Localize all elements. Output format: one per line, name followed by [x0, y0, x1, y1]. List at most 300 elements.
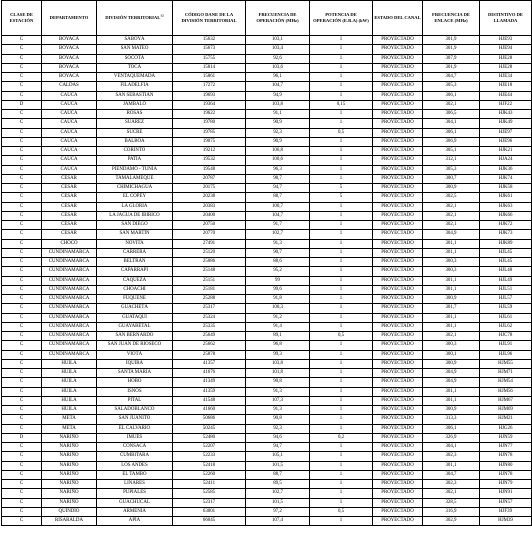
col-division-cell: SABOYÁ — [97, 36, 173, 45]
col-codigo-dane-cell: 41660 — [173, 406, 246, 415]
col-codigo-dane-cell: 25148 — [173, 267, 246, 276]
col-frecuencia-enlace-cell: 307,9 — [423, 54, 480, 63]
col-potencia-cell: 1 — [310, 239, 373, 248]
table-row — [2, 461, 532, 470]
col-potencia-cell: 1 — [310, 165, 373, 174]
col-division-cell: EL COPEY — [97, 193, 173, 202]
col-frecuencia-enlace-cell: 301,9 — [423, 45, 480, 54]
col-frecuencia-operacion-cell: 90,9 — [246, 119, 310, 128]
col-estado-cell: PROYECTADO — [373, 230, 423, 239]
col-codigo-dane-cell: 20770 — [173, 230, 246, 239]
col-frecuencia-operacion-cell: 91,3 — [246, 387, 310, 396]
col-distintivo-cell: HJN78 — [480, 470, 532, 479]
col-potencia-cell: 1 — [310, 285, 373, 294]
col-distintivo-cell: HJM56 — [480, 387, 532, 396]
col-codigo-dane-cell: 20787 — [173, 174, 246, 183]
col-distintivo-cell: HJK61 — [480, 193, 532, 202]
table-row — [2, 433, 532, 442]
col-frecuencia-enlace-cell: 304,9 — [423, 378, 480, 387]
col-codigo-dane-cell: 20400 — [173, 211, 246, 220]
col-departamento-cell: HUILA — [42, 378, 97, 387]
col-potencia-cell: 1 — [310, 341, 373, 350]
col-clase-cell: C — [2, 480, 42, 489]
table-row — [2, 517, 532, 526]
table-row — [2, 54, 532, 63]
col-division-header — [97, 1, 173, 36]
col-codigo-dane-cell: 63001 — [173, 507, 246, 516]
col-potencia-cell: 1 — [310, 63, 373, 72]
col-clase-cell: C — [2, 211, 42, 220]
col-distintivo-cell: HJN77 — [480, 443, 532, 452]
col-clase-cell: D — [2, 433, 42, 442]
col-clase-cell: C — [2, 313, 42, 322]
col-division-cell: PUPIALES — [97, 489, 173, 498]
col-frecuencia-operacion-cell: 96,8 — [246, 341, 310, 350]
col-clase-cell: C — [2, 267, 42, 276]
col-frecuencia-operacion-cell: 100,3 — [246, 304, 310, 313]
col-frecuencia-enlace-cell: 301,1 — [423, 461, 480, 470]
col-distintivo-cell: HJK21 — [480, 147, 532, 156]
table-row — [2, 45, 532, 54]
col-frecuencia-operacion-cell: 94,7 — [246, 184, 310, 193]
col-division-cell: PATÍA — [97, 156, 173, 165]
col-division-cell: SAN JUANITO — [97, 415, 173, 424]
col-departamento-cell: BOYACÁ — [42, 73, 97, 82]
col-departamento-cell: CUNDINAMARCA — [42, 322, 97, 331]
col-division-cell: ARMENIA — [97, 507, 173, 516]
header-label: DEPARTAMENTO — [49, 15, 89, 21]
col-frecuencia-enlace-cell: 300,9 — [423, 184, 480, 193]
col-codigo-dane-cell: 15861 — [173, 73, 246, 82]
table-row — [2, 147, 532, 156]
col-distintivo-cell: HJN80 — [480, 461, 532, 470]
col-potencia-cell: 1 — [310, 480, 373, 489]
col-frecuencia-operacion-cell: 91,3 — [246, 406, 310, 415]
col-estado-cell: PROYECTADO — [373, 341, 423, 350]
col-estado-cell: PROYECTADO — [373, 63, 423, 72]
col-distintivo-cell: HJK89 — [480, 239, 532, 248]
col-potencia-cell: 1 — [310, 147, 373, 156]
col-departamento-cell: META — [42, 415, 97, 424]
table-row — [2, 36, 532, 45]
col-division-cell: GUATAQUÍ — [97, 313, 173, 322]
col-frecuencia-enlace-cell: 302,5 — [423, 193, 480, 202]
table-row — [2, 137, 532, 146]
col-clase-cell: C — [2, 248, 42, 257]
col-frecuencia-enlace-cell: 302,1 — [423, 221, 480, 230]
col-division-cell: CÁQUEZA — [97, 276, 173, 285]
col-departamento-cell: CESAR — [42, 184, 97, 193]
col-departamento-cell: CAUCA — [42, 165, 97, 174]
col-division-cell: APÍA — [97, 517, 173, 526]
col-frecuencia-operacion-cell: 89,5 — [246, 480, 310, 489]
col-clase-cell: C — [2, 202, 42, 211]
col-distintivo-cell: HJL96 — [480, 350, 532, 359]
col-potencia-cell: 0,2 — [310, 433, 373, 442]
col-distintivo-cell: HJK73 — [480, 230, 532, 239]
table-row — [2, 470, 532, 479]
col-estado-cell: PROYECTADO — [373, 396, 423, 405]
col-frecuencia-enlace-cell: 301,1 — [423, 322, 480, 331]
col-distintivo-cell: HJL59 — [480, 304, 532, 313]
col-estado-cell: PROYECTADO — [373, 221, 423, 230]
col-frecuencia-operacion-cell: 91,4 — [246, 322, 310, 331]
table-row — [2, 211, 532, 220]
col-distintivo-cell: HJN91 — [480, 489, 532, 498]
col-clase-cell: C — [2, 63, 42, 72]
col-codigo-dane-cell: 41548 — [173, 396, 246, 405]
table-row — [2, 119, 532, 128]
col-potencia-cell: 0,5 — [310, 507, 373, 516]
col-frecuencia-enlace-cell: 301,1 — [423, 248, 480, 257]
col-estado-cell: PROYECTADO — [373, 267, 423, 276]
col-distintivo-cell: HJK74 — [480, 174, 532, 183]
col-estado-cell: PROYECTADO — [373, 406, 423, 415]
col-clase-cell: C — [2, 110, 42, 119]
col-frecuencia-operacion-cell: 101,5 — [246, 461, 310, 470]
col-division-cell: SAN JUAN DE RIOSECO — [97, 341, 173, 350]
col-codigo-dane-cell: 19532 — [173, 156, 246, 165]
col-frecuencia-enlace-cell: 302,1 — [423, 202, 480, 211]
col-division-cell: SUCRE — [97, 128, 173, 137]
col-departamento-cell: CESAR — [42, 211, 97, 220]
col-estado-cell: PROYECTADO — [373, 443, 423, 452]
col-division-cell: CAPARRAPÍ — [97, 267, 173, 276]
table-row — [2, 91, 532, 100]
col-departamento-cell: CESAR — [42, 221, 97, 230]
col-codigo-dane-cell: 25181 — [173, 285, 246, 294]
col-departamento-cell: CUNDINAMARCA — [42, 258, 97, 267]
col-estado-cell: PROYECTADO — [373, 461, 423, 470]
col-departamento-cell: CAUCA — [42, 100, 97, 109]
col-clase-cell: C — [2, 452, 42, 461]
col-distintivo-cell: HJE97 — [480, 128, 532, 137]
col-departamento-cell: CAUCA — [42, 119, 97, 128]
col-estado-cell: PROYECTADO — [373, 45, 423, 54]
col-departamento-cell: CUNDINAMARCA — [42, 248, 97, 257]
table-row — [2, 258, 532, 267]
table-row — [2, 452, 532, 461]
col-distintivo-cell: HJE94 — [480, 45, 532, 54]
col-frecuencia-enlace-cell: 305,3 — [423, 165, 480, 174]
col-frecuencia-enlace-cell: 301,7 — [423, 304, 480, 313]
col-estado-cell: PROYECTADO — [373, 480, 423, 489]
col-estado-cell: PROYECTADO — [373, 91, 423, 100]
col-departamento-cell: NARIÑO — [42, 470, 97, 479]
col-distintivo-cell: HJL91 — [480, 341, 532, 350]
col-division-cell: CUMBITARA — [97, 452, 173, 461]
col-estado-cell: PROYECTADO — [373, 369, 423, 378]
col-potencia-cell: 1 — [310, 461, 373, 470]
col-codigo-dane-header — [173, 1, 246, 36]
col-departamento-cell: CUNDINAMARCA — [42, 267, 97, 276]
col-potencia-cell: 1 — [310, 73, 373, 82]
col-clase-cell: C — [2, 91, 42, 100]
col-division-cell: HOBO — [97, 378, 173, 387]
col-distintivo-cell: HJM54 — [480, 378, 532, 387]
table-row — [2, 248, 532, 257]
col-codigo-dane-cell: 41359 — [173, 387, 246, 396]
col-frecuencia-enlace-cell: 302,1 — [423, 332, 480, 341]
col-frecuencia-enlace-cell: 304,7 — [423, 73, 480, 82]
col-estado-cell: PROYECTADO — [373, 119, 423, 128]
col-frecuencia-operacion-cell: 96,3 — [246, 165, 310, 174]
col-codigo-dane-cell: 25649 — [173, 332, 246, 341]
col-distintivo-cell: HJE28 — [480, 54, 532, 63]
col-codigo-dane-cell: 15814 — [173, 63, 246, 72]
col-estado-cell: PROYECTADO — [373, 202, 423, 211]
table-row — [2, 82, 532, 91]
col-clase-cell: C — [2, 461, 42, 470]
col-frecuencia-operacion-cell: 91,8 — [246, 295, 310, 304]
col-estado-cell: PROYECTADO — [373, 276, 423, 285]
table-row — [2, 110, 532, 119]
col-potencia-cell: 1 — [310, 452, 373, 461]
col-codigo-dane-cell: 50245 — [173, 424, 246, 433]
col-clase-cell: C — [2, 128, 42, 137]
col-frecuencia-enlace-cell: 312,1 — [423, 156, 480, 165]
col-frecuencia-enlace-cell: 305,3 — [423, 82, 480, 91]
col-potencia-cell: 1 — [310, 174, 373, 183]
col-potencia-cell: 1 — [310, 424, 373, 433]
col-estado-cell: PROYECTADO — [373, 378, 423, 387]
col-potencia-cell: 1 — [310, 110, 373, 119]
col-distintivo-cell: HJK43 — [480, 110, 532, 119]
col-codigo-dane-cell: 15755 — [173, 54, 246, 63]
col-frecuencia-enlace-cell: 304,9 — [423, 369, 480, 378]
col-estado-cell: PROYECTADO — [373, 507, 423, 516]
col-distintivo-cell: HJE18 — [480, 82, 532, 91]
col-frecuencia-operacion-cell: 104,7 — [246, 211, 310, 220]
col-distintivo-cell: HJN78 — [480, 452, 532, 461]
table-row — [2, 378, 532, 387]
col-clase-header — [2, 1, 42, 36]
col-frecuencia-enlace-cell: 300,9 — [423, 359, 480, 368]
col-frecuencia-operacion-cell: 99,6 — [246, 285, 310, 294]
col-frecuencia-enlace-cell: 301,1 — [423, 276, 480, 285]
col-departamento-cell: NARIÑO — [42, 498, 97, 507]
col-clase-cell: C — [2, 498, 42, 507]
col-codigo-dane-cell: 25878 — [173, 350, 246, 359]
col-codigo-dane-cell: 41357 — [173, 359, 246, 368]
col-potencia-cell: 1 — [310, 45, 373, 54]
col-clase-cell: C — [2, 137, 42, 146]
table-row — [2, 387, 532, 396]
col-division-cell: ÍQUIRA — [97, 359, 173, 368]
col-frecuencia-operacion-header — [246, 1, 310, 36]
header-label: FRECUENCIA DE OPERACIÓN (MHz) — [256, 12, 299, 23]
table-row — [2, 341, 532, 350]
col-departamento-cell: HUILA — [42, 406, 97, 415]
col-frecuencia-enlace-cell: 301,1 — [423, 313, 480, 322]
col-distintivo-cell: HJN79 — [480, 480, 532, 489]
col-potencia-cell: 0,5 — [310, 332, 373, 341]
col-departamento-cell: HUILA — [42, 387, 97, 396]
col-frecuencia-operacion-cell: 103,8 — [246, 359, 310, 368]
col-clase-cell: C — [2, 424, 42, 433]
col-division-cell: SAN DIEGO — [97, 221, 173, 230]
col-clase-cell: C — [2, 443, 42, 452]
col-estado-cell: PROYECTADO — [373, 415, 423, 424]
col-distintivo-cell: HJL45 — [480, 258, 532, 267]
col-frecuencia-enlace-cell: 302,9 — [423, 517, 480, 526]
col-departamento-cell: HUILA — [42, 396, 97, 405]
col-potencia-cell: 1 — [310, 230, 373, 239]
col-frecuencia-enlace-cell: 328,5 — [423, 498, 480, 507]
table-row — [2, 295, 532, 304]
col-codigo-dane-cell: 52585 — [173, 489, 246, 498]
col-potencia-cell: 1 — [310, 322, 373, 331]
col-clase-cell: C — [2, 304, 42, 313]
col-distintivo-cell: HJM55 — [480, 359, 532, 368]
col-codigo-dane-cell: 25662 — [173, 341, 246, 350]
col-clase-cell: C — [2, 341, 42, 350]
col-division-cell: VENTAQUEMADA — [97, 73, 173, 82]
col-codigo-dane-cell: 17272 — [173, 82, 246, 91]
col-codigo-dane-cell: 52260 — [173, 470, 246, 479]
col-potencia-cell: 1 — [310, 91, 373, 100]
col-division-cell: LA GLORIA — [97, 202, 173, 211]
col-frecuencia-enlace-cell: 302,1 — [423, 100, 480, 109]
col-frecuencia-enlace-cell: 301,1 — [423, 387, 480, 396]
col-distintivo-cell: HJK72 — [480, 221, 532, 230]
col-clase-cell: C — [2, 406, 42, 415]
col-estado-cell: PROYECTADO — [373, 36, 423, 45]
col-division-cell: TAMALAMEQUE — [97, 174, 173, 183]
col-frecuencia-operacion-cell: 91,3 — [246, 239, 310, 248]
col-estado-cell: PROYECTADO — [373, 517, 423, 526]
col-frecuencia-operacion-cell: 92,6 — [246, 54, 310, 63]
col-distintivo-cell: HJE93 — [480, 36, 532, 45]
col-frecuencia-enlace-cell: 300,9 — [423, 295, 480, 304]
col-frecuencia-enlace-cell: 300,9 — [423, 406, 480, 415]
col-departamento-cell: CHOCÓ — [42, 239, 97, 248]
col-potencia-cell: 0,5 — [310, 128, 373, 137]
col-distintivo-cell: HJK49 — [480, 119, 532, 128]
col-estado-cell: PROYECTADO — [373, 470, 423, 479]
col-frecuencia-enlace-cell: 301,1 — [423, 396, 480, 405]
col-estado-cell: PROYECTADO — [373, 211, 423, 220]
col-potencia-cell: 5 — [310, 193, 373, 202]
col-distintivo-cell: HJL61 — [480, 313, 532, 322]
col-division-cell: EL TAMBO — [97, 470, 173, 479]
col-clase-cell: C — [2, 258, 42, 267]
col-clase-cell: C — [2, 165, 42, 174]
table-header — [2, 1, 532, 36]
col-frecuencia-enlace-cell: 306,5 — [423, 110, 480, 119]
table-row — [2, 230, 532, 239]
col-frecuencia-operacion-cell: 102,7 — [246, 489, 310, 498]
col-division-cell: CONSACÁ — [97, 443, 173, 452]
col-departamento-cell: HUILA — [42, 369, 97, 378]
col-departamento-cell: HUILA — [42, 359, 97, 368]
col-frecuencia-enlace-cell: 306,1 — [423, 128, 480, 137]
col-clase-cell: D — [2, 100, 42, 109]
col-frecuencia-operacion-cell: 100,7 — [246, 202, 310, 211]
col-distintivo-cell: HJN57 — [480, 498, 532, 507]
col-departamento-cell: CUNDINAMARCA — [42, 313, 97, 322]
col-division-cell: ISNOS — [97, 387, 173, 396]
table-row — [2, 415, 532, 424]
col-frecuencia-operacion-cell: 91,7 — [246, 221, 310, 230]
col-codigo-dane-cell: 25120 — [173, 248, 246, 257]
col-departamento-cell: CALDAS — [42, 82, 97, 91]
col-clase-cell: C — [2, 239, 42, 248]
col-codigo-dane-cell: 25151 — [173, 276, 246, 285]
col-departamento-cell: CUNDINAMARCA — [42, 341, 97, 350]
col-distintivo-cell: HJL45 — [480, 248, 532, 257]
col-frecuencia-enlace-cell: 304,9 — [423, 230, 480, 239]
col-codigo-dane-cell: 52207 — [173, 443, 246, 452]
col-departamento-cell: CAUCA — [42, 128, 97, 137]
col-codigo-dane-cell: 20750 — [173, 221, 246, 230]
col-clase-cell: C — [2, 517, 42, 526]
col-departamento-cell: CAUCA — [42, 147, 97, 156]
col-division-cell: LOS ANDES — [97, 461, 173, 470]
col-potencia-cell: 1 — [310, 313, 373, 322]
col-clase-cell: C — [2, 45, 42, 54]
table-row — [2, 406, 532, 415]
col-division-cell: EL CALVARIO — [97, 424, 173, 433]
col-clase-cell: C — [2, 359, 42, 368]
table-row — [2, 489, 532, 498]
col-division-cell: ROSAS — [97, 110, 173, 119]
col-frecuencia-enlace-cell: 306,1 — [423, 424, 480, 433]
col-estado-header — [373, 1, 423, 36]
col-departamento-cell: CAUCA — [42, 110, 97, 119]
col-codigo-dane-cell: 19693 — [173, 91, 246, 100]
col-codigo-dane-cell: 25324 — [173, 313, 246, 322]
table-row — [2, 174, 532, 183]
col-codigo-dane-cell: 19075 — [173, 137, 246, 146]
col-potencia-cell: 1 — [310, 248, 373, 257]
table-row — [2, 396, 532, 405]
col-frecuencia-operacion-cell: 92,3 — [246, 424, 310, 433]
col-frecuencia-enlace-cell: 304,1 — [423, 119, 480, 128]
col-frecuencia-enlace-cell: 300,3 — [423, 341, 480, 350]
col-estado-cell: PROYECTADO — [373, 174, 423, 183]
col-distintivo-cell: HJF39 — [480, 507, 532, 516]
col-clase-cell: C — [2, 369, 42, 378]
header-label: POTENCIA DE OPERACIÓN (E.R.A) (kW) — [313, 12, 369, 23]
col-division-cell: SAN SEBASTIÁN — [97, 91, 173, 100]
table-row — [2, 332, 532, 341]
col-clase-cell: C — [2, 276, 42, 285]
col-codigo-dane-cell: 52418 — [173, 461, 246, 470]
col-potencia-cell: 1 — [310, 156, 373, 165]
col-estado-cell: PROYECTADO — [373, 359, 423, 368]
col-estado-cell: PROYECTADO — [373, 147, 423, 156]
col-potencia-cell: 1 — [310, 350, 373, 359]
col-departamento-cell: CESAR — [42, 193, 97, 202]
col-clase-cell: C — [2, 119, 42, 128]
col-potencia-cell: 1 — [310, 295, 373, 304]
table-row — [2, 267, 532, 276]
col-clase-cell: C — [2, 147, 42, 156]
col-departamento-header — [42, 1, 97, 36]
col-distintivo-cell: HJM21 — [480, 415, 532, 424]
col-clase-cell: C — [2, 489, 42, 498]
col-potencia-cell: 1 — [310, 415, 373, 424]
col-estado-cell: PROYECTADO — [373, 137, 423, 146]
col-frecuencia-operacion-cell: 103,1 — [246, 36, 310, 45]
col-clase-cell: C — [2, 156, 42, 165]
col-departamento-cell: CUNDINAMARCA — [42, 295, 97, 304]
col-codigo-dane-cell: 19548 — [173, 165, 246, 174]
col-distintivo-cell: HJE34 — [480, 73, 532, 82]
footnote-marker: 12 — [160, 13, 164, 18]
col-potencia-cell: 1 — [310, 369, 373, 378]
